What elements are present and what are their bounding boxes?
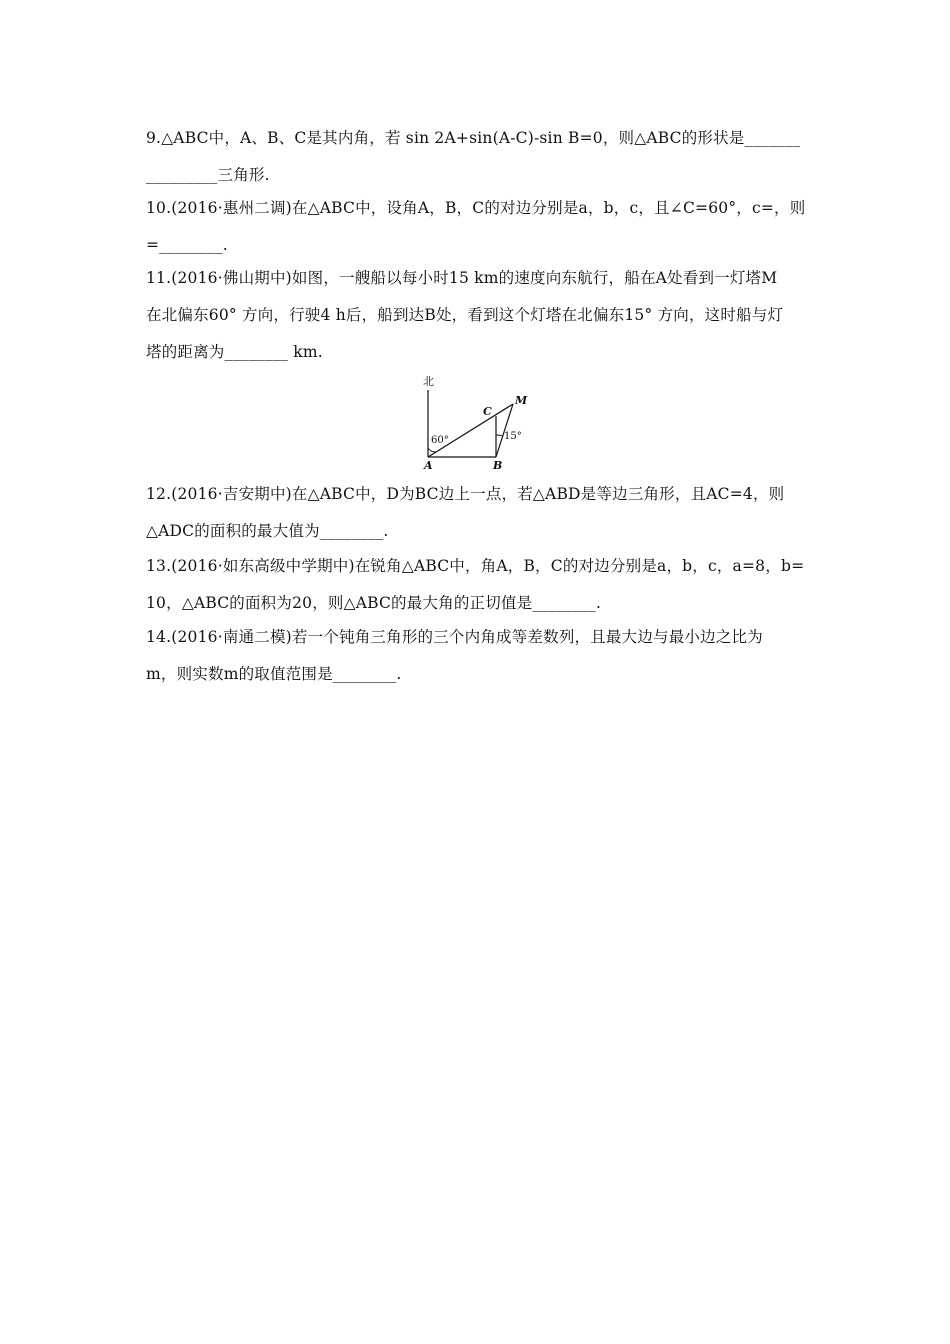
problem-9-line-1: 9.△ABC中，A、B、C是其内角，若 sin 2A+sin(A-C)-sin B=0，则△ABC的形状是_______ <box>146 129 801 147</box>
label-c: C <box>483 405 492 418</box>
problem-10-line-2: =________. <box>146 236 228 254</box>
segment-am <box>428 404 513 457</box>
problem-14-line-2: m，则实数m的取值范围是________. <box>146 665 402 683</box>
problem-11-line-2: 在北偏东60° 方向，行驶4 h后，船到达B处，看到这个灯塔在北偏东15° 方向，这时船与灯 <box>146 306 784 324</box>
ship-lighthouse-diagram <box>408 372 538 474</box>
diagram-svg <box>408 372 538 474</box>
north-label: 北 <box>423 375 434 388</box>
angle-arc-a <box>428 448 436 452</box>
angle-label-a: 60° <box>431 435 449 446</box>
problem-14-line-1: 14.(2016·南通二模)若一个钝角三角形的三个内角成等差数列，且最大边与最小边之比为 <box>146 628 763 646</box>
problem-11-line-3: 塔的距离为________ km. <box>146 343 323 361</box>
angle-arc-b <box>496 435 503 436</box>
label-a: A <box>424 459 433 472</box>
problem-10-line-1: 10.(2016·惠州二调)在△ABC中，设角A，B，C的对边分别是a，b，c，且∠C=60°，c=，则 <box>146 199 806 217</box>
problem-13-line-2: 10，△ABC的面积为20，则△ABC的最大角的正切值是________. <box>146 594 602 612</box>
problem-11-line-1: 11.(2016·佛山期中)如图，一艘船以每小时15 km的速度向东航行，船在A处看到一灯塔M <box>146 269 778 287</box>
angle-label-b: 15° <box>504 431 522 442</box>
problem-13-line-1: 13.(2016·如东高级中学期中)在锐角△ABC中，角A，B，C的对边分别是a，b，c，a=8，b= <box>146 557 805 575</box>
problem-12-line-1: 12.(2016·吉安期中)在△ABC中，D为BC边上一点，若△ABD是等边三角形，且AC=4，则 <box>146 485 785 503</box>
problem-12-line-2: △ADC的面积的最大值为________. <box>146 522 389 540</box>
problem-9-line-2: _________三角形. <box>146 166 270 184</box>
label-m: M <box>515 394 528 407</box>
label-b: B <box>493 459 503 472</box>
